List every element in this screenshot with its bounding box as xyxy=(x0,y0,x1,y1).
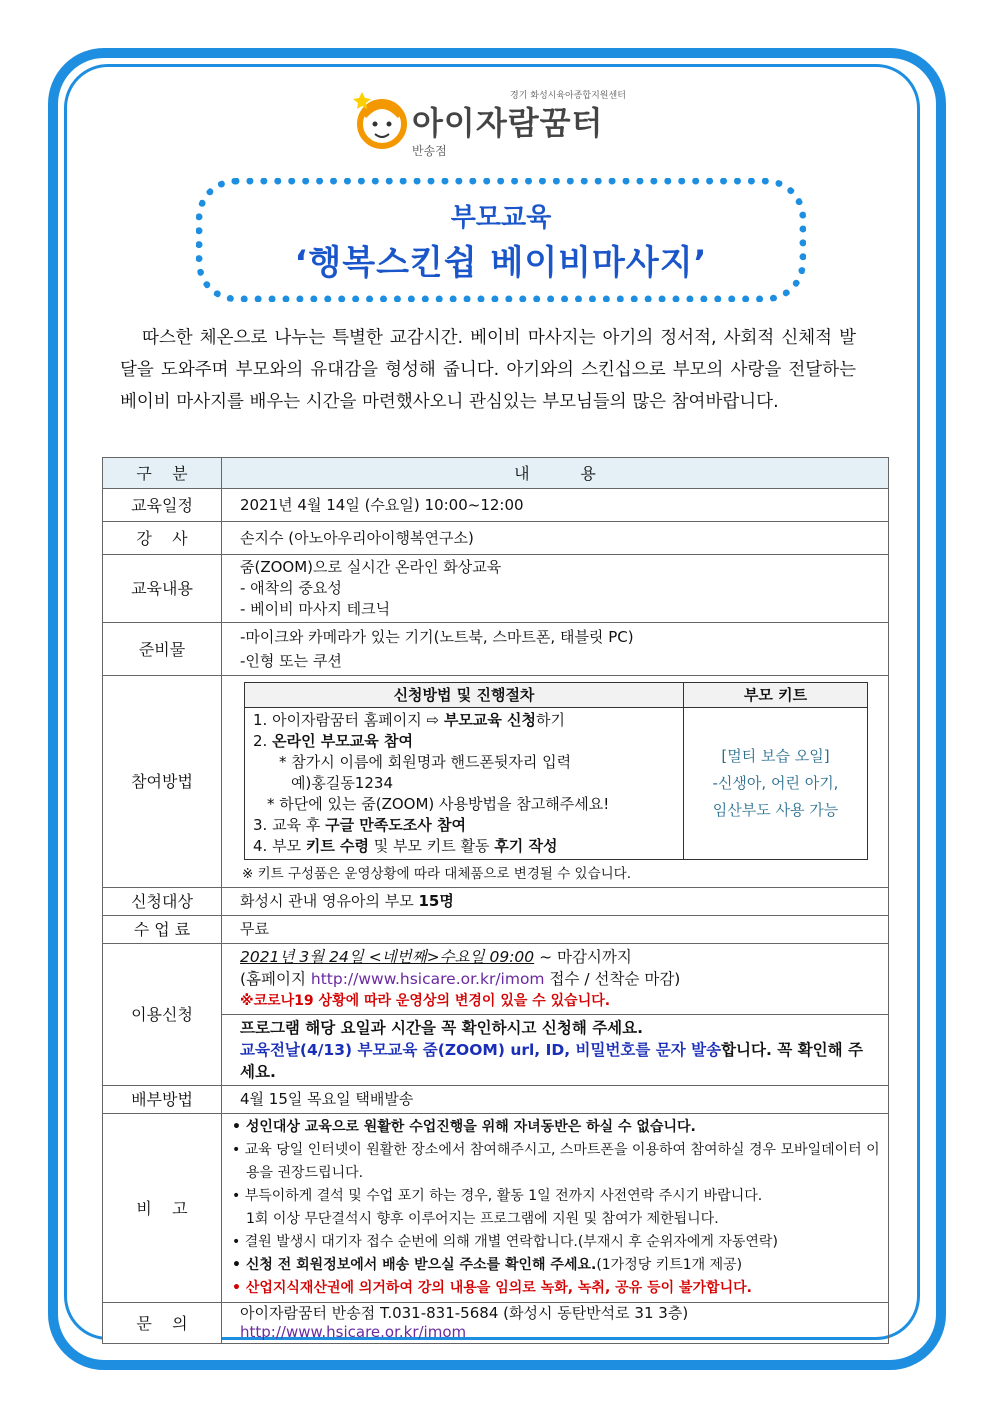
apply-value xyxy=(222,944,889,1086)
logo-branch: 반송점 xyxy=(412,144,447,158)
child-face-logo-icon xyxy=(352,90,412,150)
prep-value xyxy=(222,623,889,676)
remark-item: • 부득이하게 결석 및 수업 포기 하는 경우, 활동 1일 전까지 사전연락 주시기 바랍니다. xyxy=(232,1188,763,1204)
proc-header: 신청방법 및 진행절차 xyxy=(245,683,684,708)
contact-label: 문 의 xyxy=(103,1303,222,1344)
fee-label: 수 업 료 xyxy=(103,916,222,944)
method-subtable xyxy=(244,682,868,860)
remark-item: • 신청 전 회원정보에서 배송 받으실 주소를 확인해 주세요.(1가정당 키트1개 제공) xyxy=(232,1257,743,1273)
header-content: 내 용 xyxy=(222,458,889,489)
table-header-row xyxy=(103,458,889,489)
kit-line: [멀티 보습 오일] xyxy=(721,747,830,765)
step-2-note: * 참가시 이름에 회원명과 핸드폰뒷자리 입력 xyxy=(279,753,572,771)
contact-value xyxy=(222,1303,889,1344)
target-label: 신청대상 xyxy=(103,888,222,916)
row-prep xyxy=(103,623,889,676)
step-2: 2. 온라인 부모교육 참여 xyxy=(253,732,413,750)
intro-paragraph: 따스한 체온으로 나누는 특별한 교감시간. 베이비 마사지는 아기의 정서적, 사회적 신체적 발달을 도와주며 부모와의 유대감을 형성해 줍니다. 아기와의 스킨십으로 부모의 사랑을 전달하는 베이비 마사지를 배우는 시간을 마련했사오니 관심있는 부모님들의 많은 참여바랍니다. xyxy=(120,328,856,412)
title-line2: ‘행복스킨쉽 베이비마사지’ xyxy=(294,243,708,283)
content-line: 줌(ZOOM)으로 실시간 온라인 화상교육 xyxy=(240,558,502,576)
prep-line: -마이크와 카메라가 있는 기기(노트북, 스마트폰, 태블릿 PC) xyxy=(240,628,634,646)
contact-link[interactable]: http://www.hsicare.or.kr/imom xyxy=(240,1323,467,1341)
remark-item: • 결원 발생시 대기자 접수 순번에 의해 개별 연락합니다.(부재시 후 순위자에게 자동연락) xyxy=(232,1234,778,1250)
kit-line: 임산부도 사용 가능 xyxy=(712,801,839,819)
kit-description xyxy=(684,708,868,860)
title-box xyxy=(196,178,806,302)
apply-date: 2021년 3월 24일 <네번째>수요일 09:00 ~ 마감시까지 xyxy=(240,948,632,966)
apply-homepage: (홈페이지 http://www.hsicare.or.kr/imom 접수 / 선착순 마감) xyxy=(240,970,681,988)
proc-steps xyxy=(245,708,684,860)
homepage-link[interactable]: http://www.hsicare.or.kr/imom xyxy=(310,970,545,988)
delivery-value: 4월 15일 목요일 택배발송 xyxy=(222,1086,889,1114)
logo-center-name: 경기 화성시육아종합지원센터 xyxy=(510,91,626,101)
apply-label: 이용신청 xyxy=(103,944,222,1086)
remark-item: 1회 이상 무단결석시 향후 이루어지는 프로그램에 지원 및 참여가 제한됩니다. xyxy=(246,1211,719,1227)
zoom-notice: 교육전날(4/13) 부모교육 줌(ZOOM) url, ID, 비밀번호를 문자 발송합니다. 꼭 확인해 주세요. xyxy=(240,1041,863,1081)
date-value: 2021년 4월 14일 (수요일) 10:00~12:00 xyxy=(222,489,889,522)
target-value: 화성시 관내 영유아의 부모 15명 xyxy=(222,888,889,916)
delivery-label: 배부방법 xyxy=(103,1086,222,1114)
kit-header: 부모 키트 xyxy=(684,683,868,708)
remarks-value xyxy=(222,1114,889,1303)
method-value xyxy=(222,676,889,888)
prep-line: -인형 또는 쿠션 xyxy=(240,652,342,670)
teacher-value: 손지수 (아노아우리아이행복연구소) xyxy=(222,522,889,555)
remark-item: • 교육 당일 인터넷이 원활한 장소에서 참여해주시고, 스마트폰을 이용하여 참여하실 경우 모바일데이터 이용을 권장드립니다. xyxy=(232,1142,880,1181)
kit-footnote: ※ 키트 구성품은 운영상황에 따라 대체품으로 변경될 수 있습니다. xyxy=(242,866,631,882)
row-remarks xyxy=(103,1114,889,1303)
row-delivery xyxy=(103,1086,889,1114)
content-label: 교육내용 xyxy=(103,555,222,623)
row-date xyxy=(103,489,889,522)
remark-item: • 성인대상 교육으로 원활한 수업진행을 위해 자녀동반은 하실 수 없습니다. xyxy=(232,1119,696,1135)
prep-label: 준비물 xyxy=(103,623,222,676)
method-label: 참여방법 xyxy=(103,676,222,888)
step-4: 4. 부모 키트 수령 및 부모 키트 활동 후기 작성 xyxy=(253,837,558,855)
content-line: - 베이비 마사지 테크닉 xyxy=(240,600,391,618)
fee-value: 무료 xyxy=(222,916,889,944)
step-2-note: * 하단에 있는 줌(ZOOM) 사용방법을 참고해주세요! xyxy=(267,795,610,813)
row-fee xyxy=(103,916,889,944)
row-teacher xyxy=(103,522,889,555)
step-3: 3. 교육 후 구글 만족도조사 참여 xyxy=(253,816,466,834)
contact-info: 아이자람꿈터 반송점 T.031-831-5684 (화성시 동탄반석로 31 3층) xyxy=(240,1304,689,1322)
title-line1: 부모교육 xyxy=(450,203,552,233)
row-target xyxy=(103,888,889,916)
header-category: 구 분 xyxy=(103,458,222,489)
step-2-example: 예)홍길동1234 xyxy=(291,774,393,792)
row-content xyxy=(103,555,889,623)
remarks-label: 비 고 xyxy=(103,1114,222,1303)
covid-notice: ※코로나19 상황에 따라 운영상의 변경이 있을 수 있습니다. xyxy=(240,993,611,1009)
kit-line: -신생아, 어린 아기, xyxy=(712,774,839,792)
logo-brand: 아이자람꿈터 xyxy=(412,104,604,142)
content-line: - 애착의 중요성 xyxy=(240,579,342,597)
step-1: 1. 아이자람꿈터 홈페이지 ⇨ 부모교육 신청하기 xyxy=(253,711,566,729)
row-apply xyxy=(103,944,889,1086)
remark-item: • 산업지식재산권에 의거하여 강의 내용을 임의로 녹화, 녹취, 공유 등이 불가합니다. xyxy=(232,1280,752,1296)
row-method xyxy=(103,676,889,888)
row-contact xyxy=(103,1303,889,1344)
apply-check-notice: 프로그램 해당 요일과 시간을 꼭 확인하시고 신청해 주세요. xyxy=(240,1019,644,1037)
teacher-label: 강 사 xyxy=(103,522,222,555)
date-label: 교육일정 xyxy=(103,489,222,522)
logo xyxy=(352,82,642,162)
info-table xyxy=(102,457,889,1344)
content-value xyxy=(222,555,889,623)
